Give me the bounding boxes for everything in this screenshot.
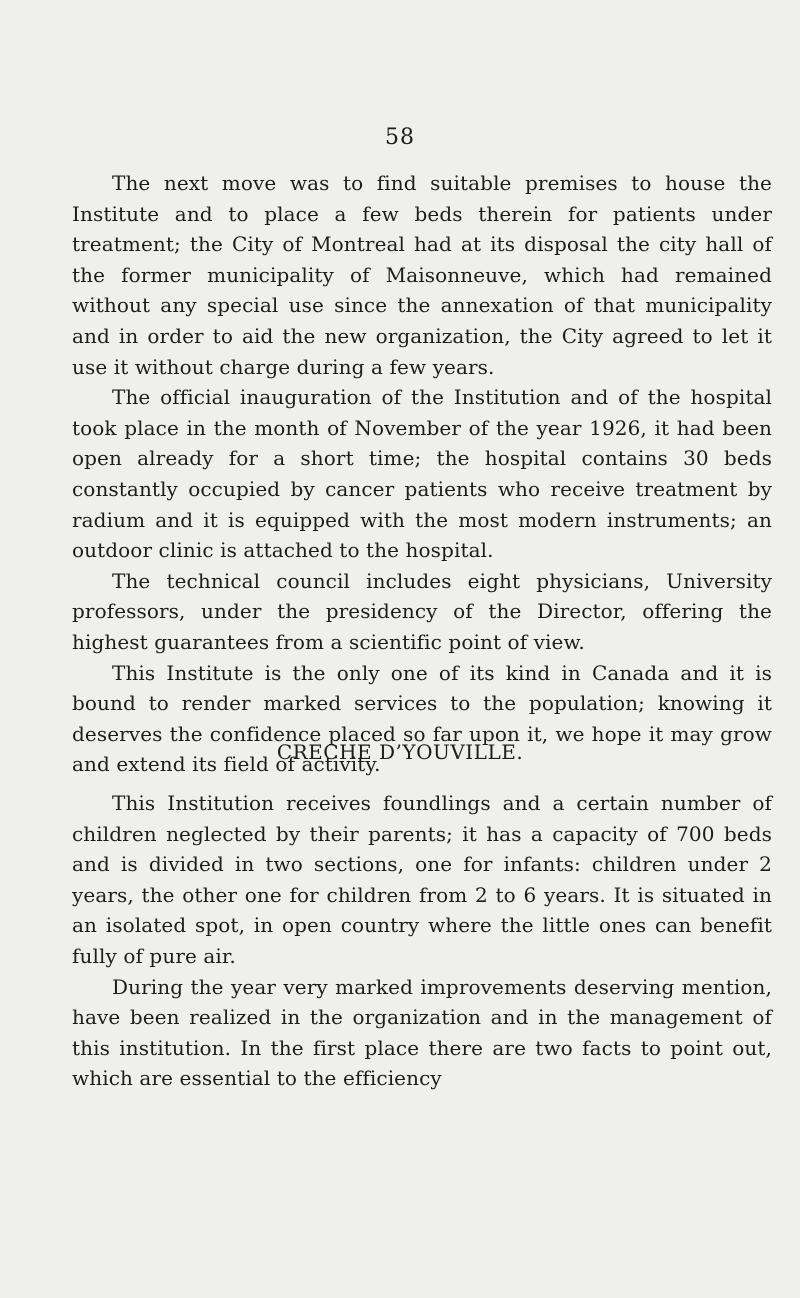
section-heading: CRECHE D’YOUVILLE. (276, 740, 524, 764)
paragraph-technical-council: The technical council includes eight physicians, University professors, under the presidency of the Director, offering the highest guarantees from a scientific point of view. (72, 568, 772, 654)
body-text-section-2 (72, 788, 772, 1094)
paragraph-premises: The next move was to find suitable premises to house the Institute and to place a few beds therein for patients under treatment; the City of Montreal had at its disposal the city hall of the former municipality of Maisonneuve, which had remained without any special use since the annexation of that municipality and in order to aid the new organization, the City agreed to let it use it without charge during a few years. (72, 171, 772, 379)
paragraph-foundlings: This Institution receives foundlings and a certain number of children neglected by their parents; it has a capacity of 700 beds and is divided in two sections, one for infants: children under 2 years, the other one for children from 2 to 6 years. It is situated in an isolated spot, in open country where the little ones can benefit fully of pure air. (72, 791, 772, 968)
body-text-section-1 (72, 168, 772, 780)
page-number: 58 (385, 125, 415, 150)
paragraph-only-institute: This Institute is the only one of its kind in Canada and it is bound to render marked services to the population; knowing it deserves the confidence placed so far upon it, we hope it may grow and extend its field of activity. (72, 660, 772, 777)
paragraph-improvements: During the year very marked improvements deserving mention, have been realized in the organization and in the management of this institution. In the first place there are two facts to point out, which are essential to the efficiency (72, 974, 772, 1091)
paragraph-inauguration: The official inauguration of the Institution and of the hospital took place in the month of November of the year 1926, it had been open already for a short time; the hospital contains 30 beds constantly occupied by cancer patients who receive treatment by radium and it is equipped with the most modern instruments; an outdoor clinic is attached to the hospital. (72, 385, 772, 563)
